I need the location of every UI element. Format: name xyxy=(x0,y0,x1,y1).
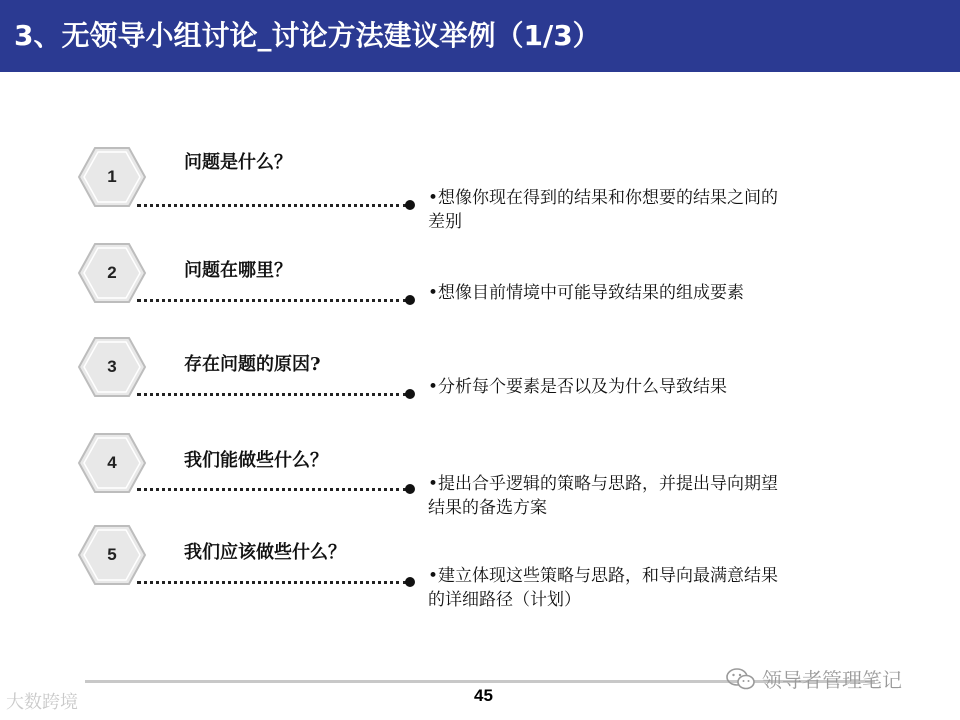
watermark-right-text: 领导者管理笔记 xyxy=(762,668,902,692)
hexagon-icon xyxy=(77,432,147,494)
page-title: 3、无领导小组讨论_讨论方法建议举例（1/3） xyxy=(14,19,601,52)
step-number: 4 xyxy=(107,453,117,472)
step-4 xyxy=(0,432,960,532)
step-question: 问题在哪里？ xyxy=(184,260,292,281)
step-1 xyxy=(0,146,960,246)
watermark-right xyxy=(726,664,902,693)
connector-dot xyxy=(405,200,415,210)
hexagon-icon xyxy=(77,336,147,398)
step-question: 问题是什么？ xyxy=(184,152,292,173)
answer-line: •提出合乎逻辑的策略与思路，并提出导向期望 xyxy=(428,474,779,494)
answer-line: 的详细路径（计划） xyxy=(428,590,581,610)
step-3 xyxy=(0,336,960,436)
step-answer xyxy=(428,375,868,399)
answer-line: •分析每个要素是否以及为什么导致结果 xyxy=(428,377,728,397)
step-answer xyxy=(428,281,868,305)
hexagon-icon xyxy=(77,242,147,304)
answer-line: •建立体现这些策略与思路，和导向最满意结果 xyxy=(428,566,779,586)
title-bar xyxy=(0,0,960,72)
dotted-connector xyxy=(137,393,407,396)
hexagon-icon xyxy=(77,524,147,586)
answer-line: 差别 xyxy=(428,212,462,232)
step-question: 我们能做些什么？ xyxy=(184,450,328,471)
watermark-left: 大数跨境 xyxy=(6,692,78,713)
answer-line: •想像目前情境中可能导致结果的组成要素 xyxy=(428,283,745,303)
wechat-icon xyxy=(726,667,756,691)
dotted-connector xyxy=(137,299,407,302)
connector-dot xyxy=(405,389,415,399)
connector-dot xyxy=(405,295,415,305)
step-number: 5 xyxy=(107,545,117,564)
page-number: 45 xyxy=(474,686,493,705)
dotted-connector xyxy=(137,488,407,491)
dotted-connector xyxy=(137,581,407,584)
connector-dot xyxy=(405,484,415,494)
step-answer xyxy=(428,564,868,612)
step-5 xyxy=(0,524,960,624)
step-question: 存在问题的原因? xyxy=(184,354,321,375)
step-number: 1 xyxy=(107,167,117,186)
connector-dot xyxy=(405,577,415,587)
step-answer xyxy=(428,472,868,520)
hexagon-icon xyxy=(77,146,147,208)
step-question: 我们应该做些什么？ xyxy=(184,542,346,563)
answer-line: •想像你现在得到的结果和你想要的结果之间的 xyxy=(428,188,779,208)
step-answer xyxy=(428,186,868,234)
step-number: 3 xyxy=(107,357,117,376)
dotted-connector xyxy=(137,204,407,207)
step-number: 2 xyxy=(107,263,117,282)
answer-line: 结果的备选方案 xyxy=(428,498,547,518)
step-2 xyxy=(0,242,960,342)
